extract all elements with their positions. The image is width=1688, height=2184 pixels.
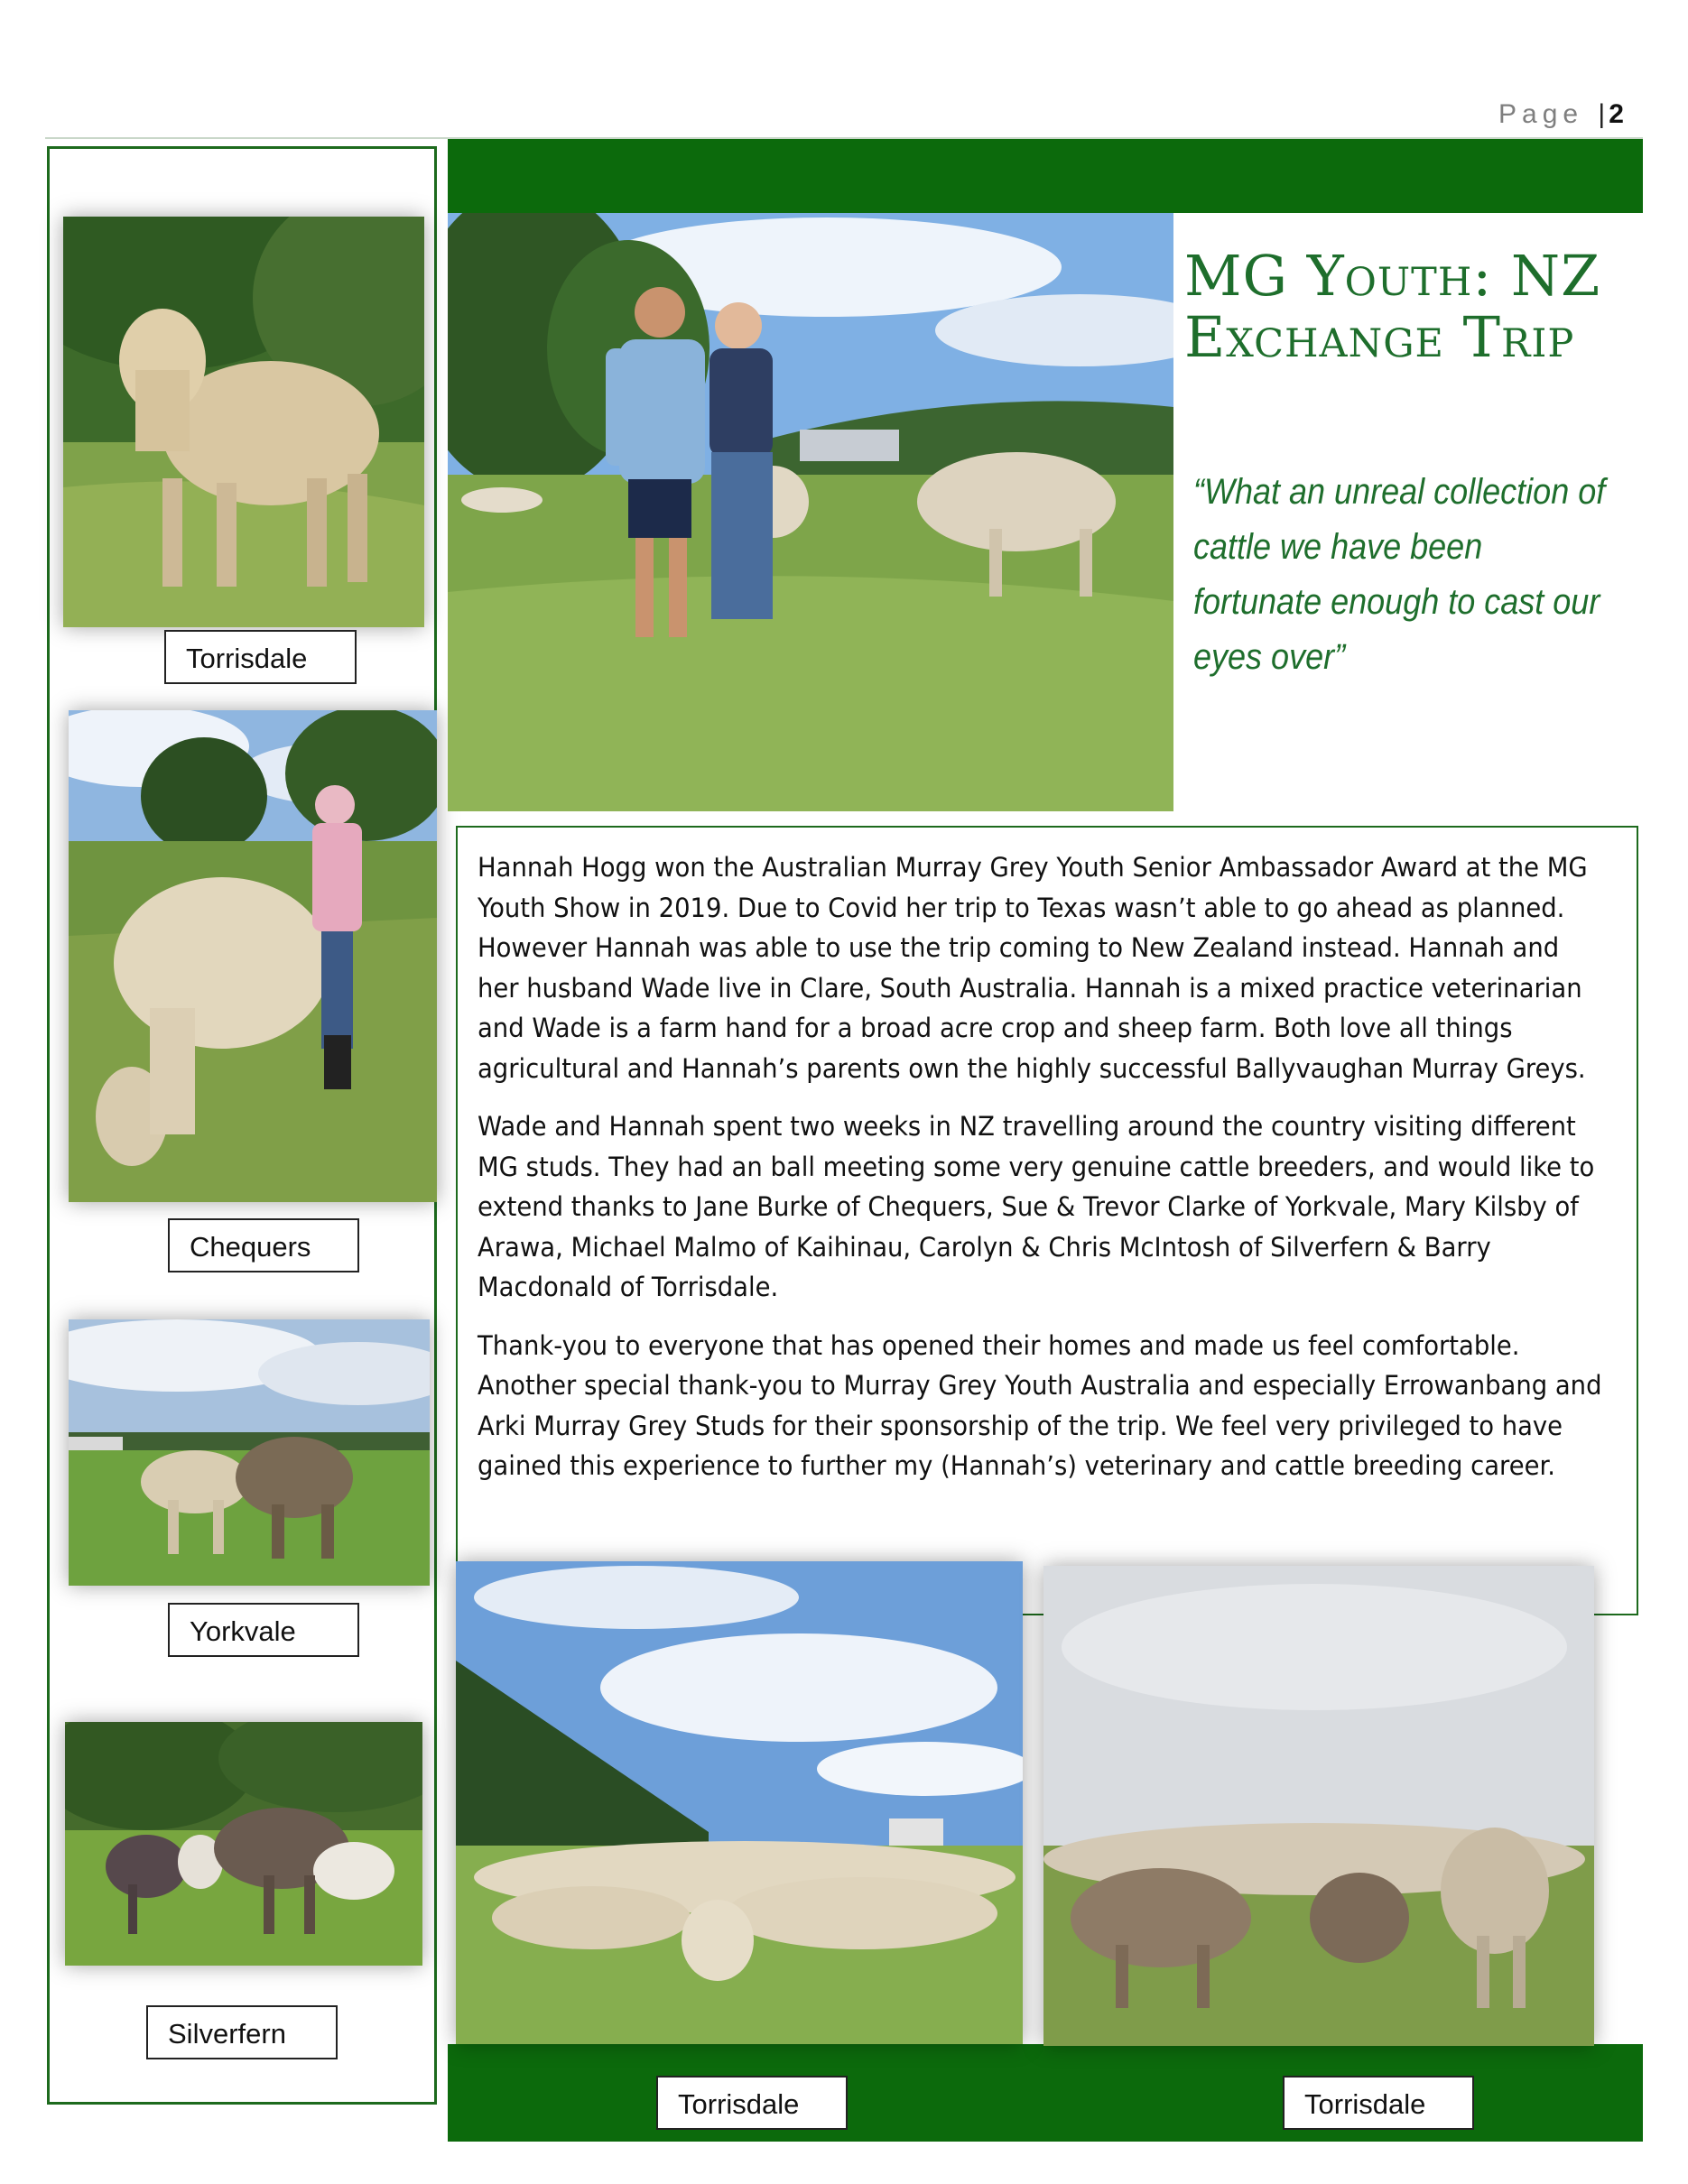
page-separator: | [1598,99,1606,129]
photo-torrisdale-herd-1 [456,1561,1023,2044]
caption-torrisdale-1: Torrisdale [164,630,357,684]
photo-chequers [69,710,437,1202]
photo-torrisdale-bull [63,217,424,627]
article-paragraph-1: Hannah Hogg won the Australian Murray Grey Youth Senior Ambassador Award at the MG Youth Show in 2019. Due to Covid her trip to Texas wasn’t able to go ahead as planned. However Hannah was able to use the trip coming to New Zealand instead. Hannah and her husband Wade live in Clare, South Australia. Hannah is a mixed practice veterinarian and Wade is a farm hand for a broad acre crop and sheep farm. Both love all things agricultural and Hannah’s parents own the highly successful Ballyvaughan Murray Greys. [478,852,1588,1084]
caption-torrisdale-3: Torrisdale [1283,2076,1474,2130]
photo-yorkvale [69,1319,430,1586]
page-number: 2 [1609,99,1624,129]
article-body [456,826,1638,1615]
photo-main-couple [448,213,1173,811]
photo-torrisdale-herd-2 [1043,1566,1594,2046]
top-green-banner [448,139,1643,213]
caption-yorkvale: Yorkvale [168,1603,359,1657]
pull-quote: “What an unreal collection of cattle we have been fortunate enough to cast our eyes over” [1193,472,1606,677]
article-paragraph-2: Wade and Hannah spent two weeks in NZ travelling around the country visiting different MG studs. They had an ball meeting some very genuine cattle breeders, and would like to extend thanks to Jane Burke of Chequers, Sue & Trevor Clarke of Yorkvale, Mary Kilsby of Arawa, Michael Malmo of Kaihinau, Carolyn & Chris McIntosh of Silverfern & Barry Macdonald of Torrisdale. [478,1111,1595,1302]
caption-silverfern: Silverfern [146,2005,338,2059]
page-number-header [1498,99,1624,130]
article-paragraph-3: Thank-you to everyone that has opened their homes and made us feel comfortable. Another special thank-you to Murray Grey Youth Australia and especially Errowanbang and Arki Murray Grey Studs for their sponsorship of the trip. We feel very privileged to have gained this experience to further my (Hannah’s) veterinary and cattle breeding career. [478,1329,1602,1481]
caption-torrisdale-2: Torrisdale [656,2076,848,2130]
photo-silverfern [65,1722,422,1966]
caption-chequers: Chequers [168,1218,359,1272]
article-title: MG Youth: NZ Exchange Trip [1184,243,1601,370]
page-label: Page [1498,99,1584,129]
